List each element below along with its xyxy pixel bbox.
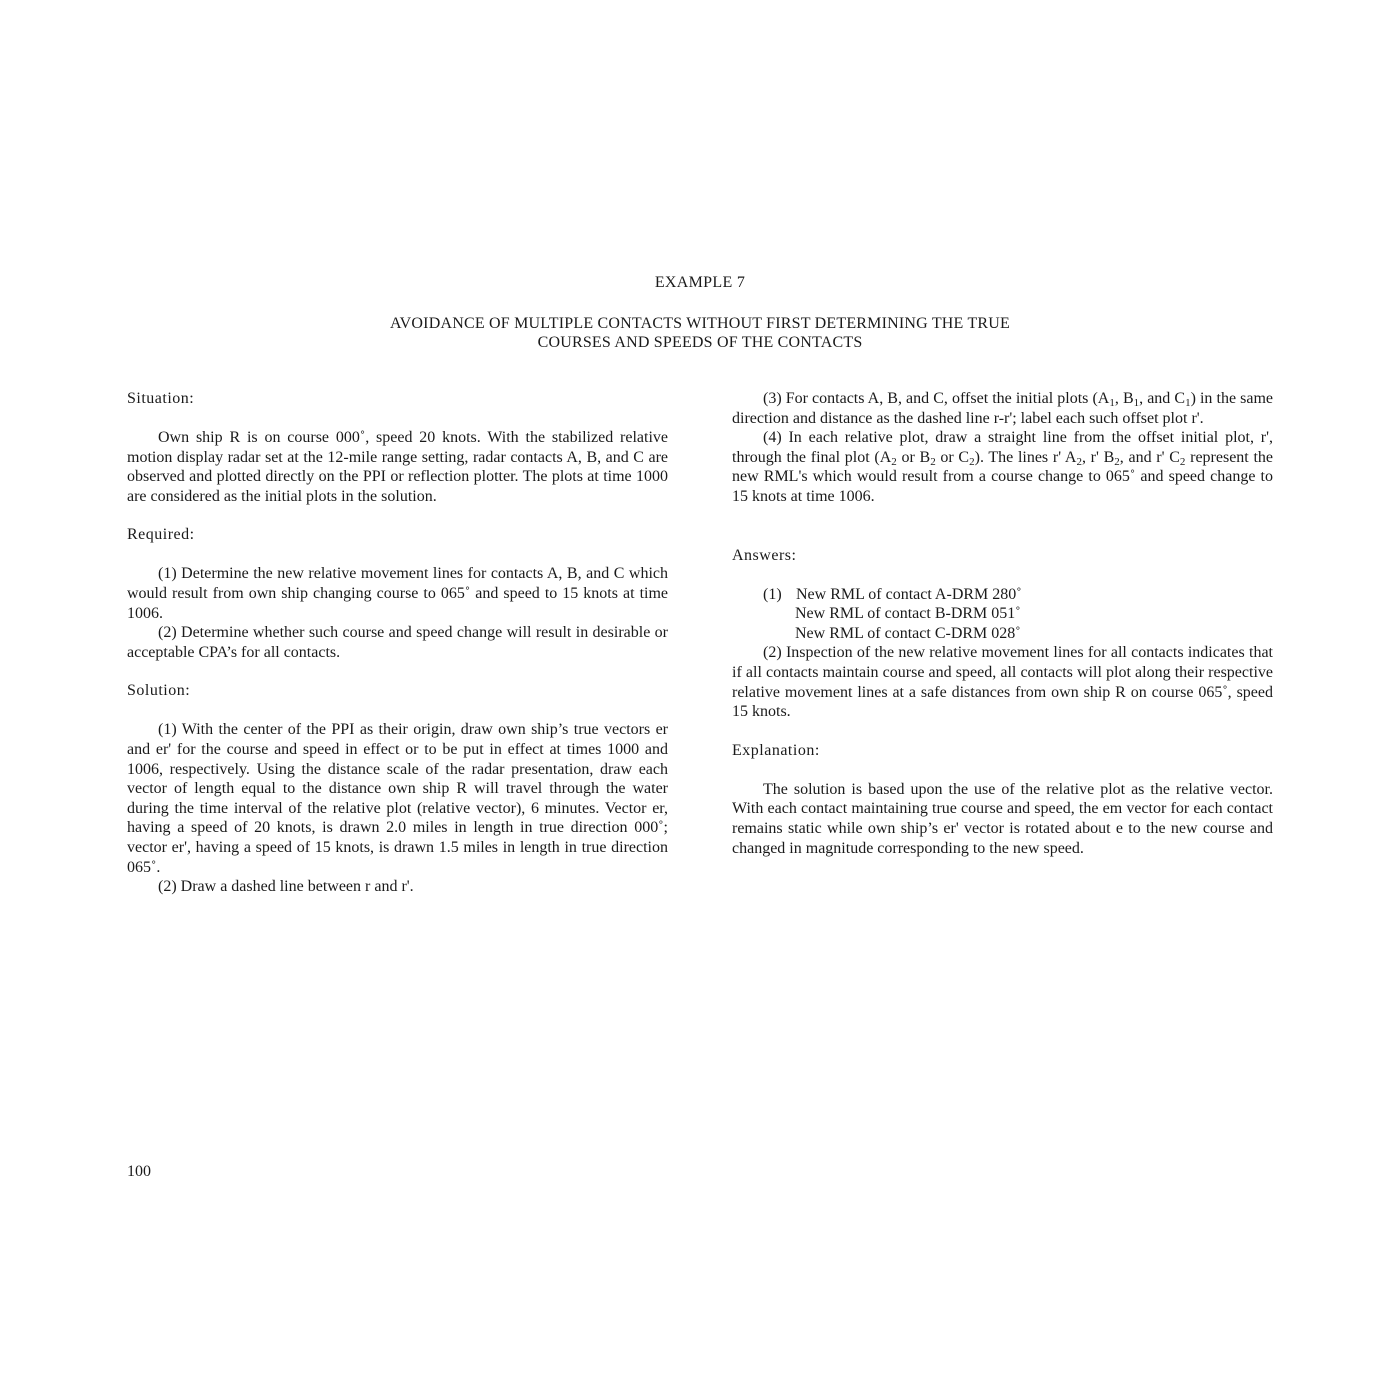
required-heading: Required: [127,526,195,544]
right-column [732,389,1273,858]
solution-step-3: (3) For contacts A, B, and C, offset the initial plots ($A_1$, $B_1$, and $C_1$) in the same direction and distance as the dashed line r-r'; label each such offset plot r'. [732,390,1274,427]
subtitle-line-2: COURSES AND SPEEDS OF THE CONTACTS [537,334,863,351]
situation-paragraph: Own ship R is on course 000˚, speed 20 knots. With the stabilized relative motion display radar set at the 12-mile range setting, radar contacts A, B, and C are observed and plotted directly on the PPI or reflection plotter. The plots at time 1000 are considered as the initial plots in the solution. [127,429,668,505]
left-column [127,389,668,897]
explanation-heading: Explanation: [732,741,820,759]
answers-heading: Answers: [732,546,797,564]
subtitle-line-1: AVOIDANCE OF MULTIPLE CONTACTS WITHOUT FIRST DETERMINING THE TRUE [389,315,1011,332]
answer-2-paragraph: (2) Inspection of the new relative movement lines for all contacts indicates that if all contacts maintain course and speed, all contacts will plot along their respective relative movement lines at a safe distances from own ship R on course 065˚, speed 15 knots. [732,644,1273,721]
required-item-2: (2) Determine whether such course and speed change will result in desirable or acceptable CPA’s for all contacts. [127,624,668,661]
answer-contact-b: New RML of contact B-DRM 051˚ [795,605,1021,623]
required-item-1: (1) Determine the new relative movement lines for contacts A, B, and C which would result from own ship changing course to 065˚ and speed to 15 knots at time 1006. [127,565,668,622]
situation-heading: Situation: [127,390,195,407]
solution-step-4: (4) In each relative plot, draw a straight line from the offset initial plot, r', through the final plot ($A_2$ or $B_2$ or $C_2$). The lines r' $A_2$, r' $B_2$, and r' $C_2$ represent the new RML's which would result from a course change to 065˚ and speed change to 15 knots at time 1006. [732,429,1274,505]
solution-step-2: (2) Draw a dashed line between r and r'. [158,878,414,896]
solution-step-1: (1) With the center of the PPI as their origin, draw own ship’s true vectors er and er' for the course and speed in effect or to be put in effect at times 1000 and 1006, respectively. Using the distance scale of the radar presentation, draw each vector of length equal to the distance own ship R will travel through the water during the time interval of the relative plot (relative vector), 6 minutes. Vector er, having a speed of 20 knots, is drawn 2.0 miles in length in true direction 000˚; vector er', having a speed of 15 knots, is drawn 1.5 miles in length in true direction 065˚. [127,721,668,876]
answer-contact-a: (1) New RML of contact A-DRM 280˚ [763,585,1022,603]
page-title: EXAMPLE 7 [654,274,746,291]
page-number: 100 [127,1163,151,1180]
answer-contact-c: New RML of contact C-DRM 028˚ [795,624,1021,642]
solution-heading: Solution: [127,682,191,700]
explanation-paragraph: The solution is based upon the use of the relative plot as the relative vector. With each contact maintaining true course and speed, the em vector for each contact remains static while own ship’s er' vector is rotated about e to the new course and changed in magnitude corresponding to the new speed. [732,780,1273,857]
page-subtitle [0,314,1400,352]
answers-list [732,585,1273,644]
